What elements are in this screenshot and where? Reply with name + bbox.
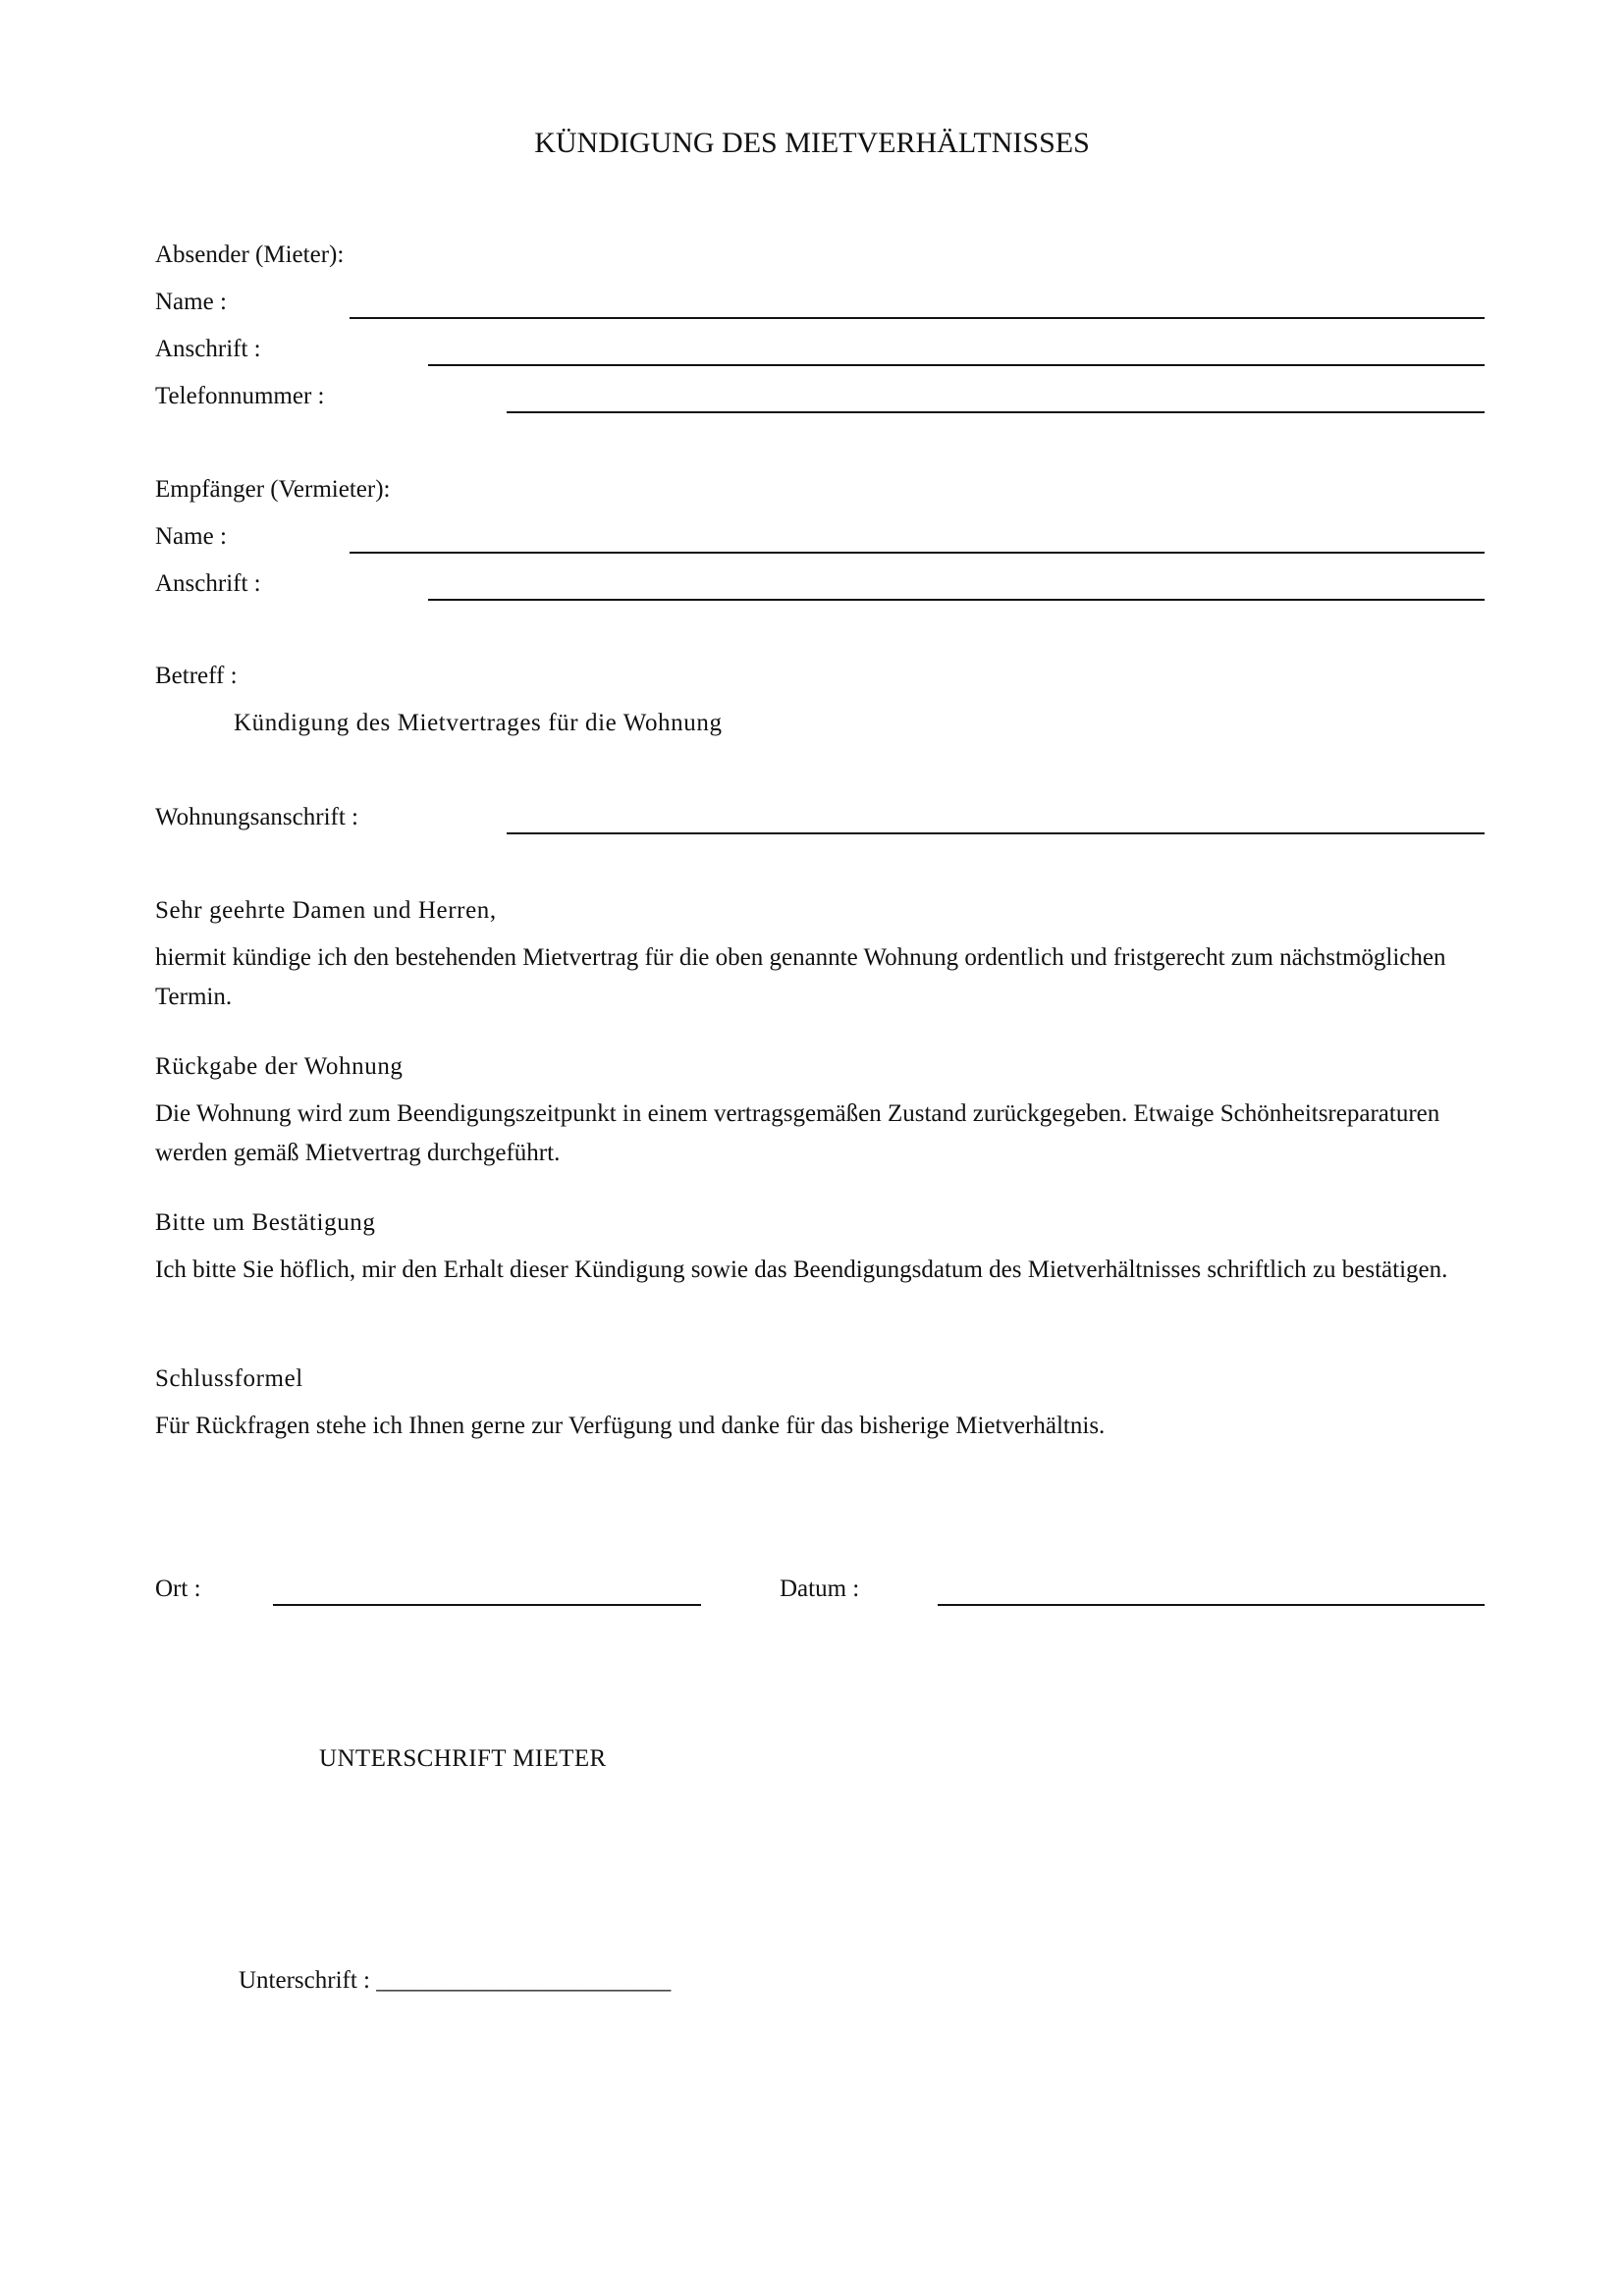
place-field[interactable]	[273, 1604, 701, 1606]
sender-name-label: Name :	[155, 289, 227, 315]
subject-text: Kündigung des Mietvertrages für die Wohnung	[234, 710, 723, 736]
intro-paragraph: hiermit kündige ich den bestehenden Mietvertrag für die oben genannte Wohnung ordentlich und fristgerecht zum nächstmöglichen Termin.	[155, 944, 1446, 1010]
date-label: Datum :	[780, 1575, 860, 1602]
document-title: KÜNDIGUNG DES MIETVERHÄLTNISSES	[534, 127, 1090, 159]
sender-address-label: Anschrift :	[155, 336, 261, 362]
apartment-address-field[interactable]	[507, 832, 1485, 834]
apartment-address-label: Wohnungsanschrift :	[155, 804, 358, 830]
date-field[interactable]	[938, 1604, 1485, 1606]
sender-phone-field[interactable]	[507, 411, 1485, 413]
closing-heading: Schlussformel	[155, 1365, 303, 1392]
place-label: Ort :	[155, 1575, 201, 1602]
sender-heading: Absender (Mieter):	[155, 241, 345, 268]
signature-field[interactable]: Unterschrift : ________________________	[239, 1967, 672, 1994]
sender-phone-label: Telefonnummer :	[155, 383, 325, 409]
recipient-name-field[interactable]	[350, 552, 1485, 554]
sender-name-field[interactable]	[350, 317, 1485, 319]
signature-heading: UNTERSCHRIFT MIETER	[319, 1745, 607, 1772]
confirm-paragraph: Ich bitte Sie höflich, mir den Erhalt dieser Kündigung sowie das Beendigungsdatum des Mietverhältnisses schriftlich zu bestätigen.	[155, 1256, 1448, 1283]
return-heading: Rückgabe der Wohnung	[155, 1053, 404, 1080]
sender-address-field[interactable]	[428, 364, 1485, 366]
return-paragraph: Die Wohnung wird zum Beendigungszeitpunkt in einem vertragsgemäßen Zustand zurückgegeben. Etwaige Schönheitsreparaturen werden gemäß Mietvertrag durchgeführt.	[155, 1100, 1440, 1166]
recipient-address-label: Anschrift :	[155, 570, 261, 597]
closing-paragraph: Für Rückfragen stehe ich Ihnen gerne zur Verfügung und danke für das bisherige Mietverhältnis.	[155, 1413, 1106, 1439]
recipient-name-label: Name :	[155, 523, 227, 550]
subject-label: Betreff :	[155, 663, 238, 689]
confirm-heading: Bitte um Bestätigung	[155, 1209, 376, 1236]
salutation: Sehr geehrte Damen und Herren,	[155, 897, 497, 924]
recipient-heading: Empfänger (Vermieter):	[155, 476, 391, 503]
recipient-address-field[interactable]	[428, 599, 1485, 601]
